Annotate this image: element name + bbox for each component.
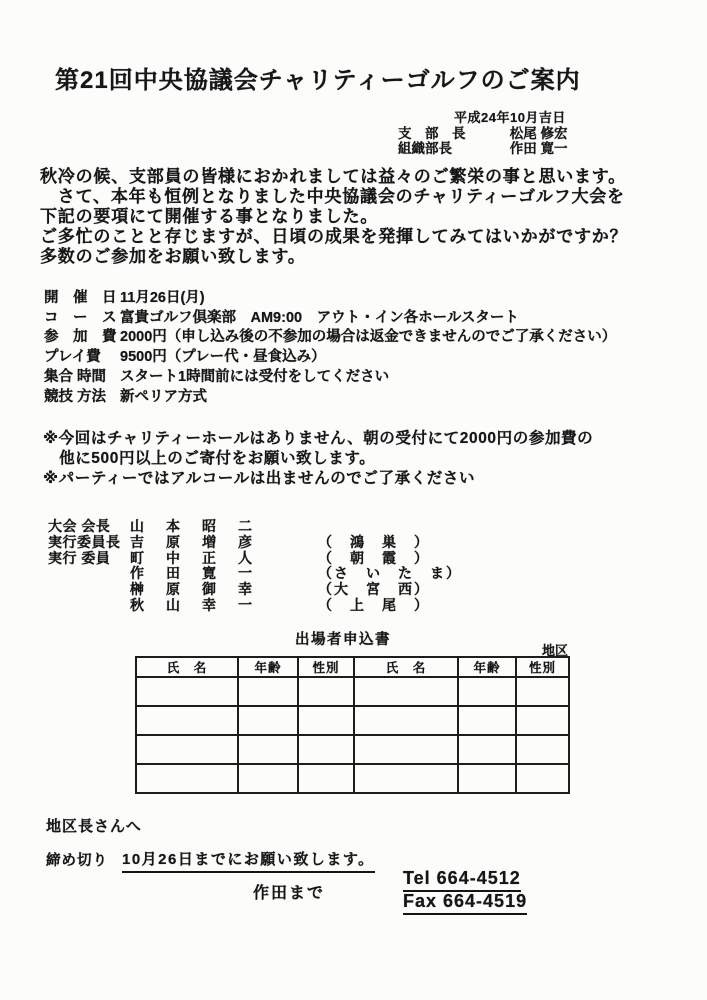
detail-value: 新ペリア方式 [120, 388, 207, 405]
committee-list [48, 519, 462, 614]
table-row [136, 735, 569, 764]
detail-value: 9500円（プレー代・昼食込み） [120, 349, 326, 366]
empty-cell[interactable] [458, 677, 516, 706]
empty-cell[interactable] [238, 764, 298, 793]
document-title: 第21回中央協議会チャリティーゴルフのご案内 [55, 67, 581, 94]
empty-cell[interactable] [298, 735, 354, 764]
committee-role: 実行 委員 [48, 549, 111, 566]
committee-role [48, 566, 130, 582]
empty-cell[interactable] [238, 735, 298, 764]
committee-name: 山本昭二 [130, 518, 274, 534]
officer-row [398, 137, 568, 157]
empty-cell[interactable] [298, 677, 354, 706]
committee-role: 大会 会長 [48, 518, 111, 534]
empty-cell[interactable] [354, 735, 458, 764]
empty-cell[interactable] [136, 764, 238, 793]
detail-value: スタート1時間前には受付をしてください [120, 368, 390, 385]
committee-row [48, 535, 462, 551]
committee-region: （ 鴻 巣 ） [318, 533, 430, 550]
detail-row-play-fee [44, 348, 616, 368]
officer-name: 松尾 修宏 [509, 126, 568, 141]
empty-cell[interactable] [458, 735, 516, 764]
telephone-number: Tel 664-4512 [403, 868, 521, 892]
empty-cell[interactable] [458, 764, 516, 793]
officer-role: 支 部 長 [398, 126, 466, 141]
committee-row [48, 519, 462, 535]
fax-number: Fax 664-4519 [403, 891, 527, 915]
detail-row-meeting-time [44, 368, 616, 388]
detail-label: プレイ費 [44, 349, 101, 366]
paragraph-line: 下記の要項にて開催する事となりました。 [40, 207, 379, 226]
paragraph-line: 多数のご参加をお願い致します。 [40, 247, 306, 266]
empty-cell[interactable] [136, 706, 238, 735]
empty-cell[interactable] [516, 677, 569, 706]
document-date: 平成24年10月吉日 [454, 110, 566, 125]
empty-cell[interactable] [354, 677, 458, 706]
detail-label: 参 加 費 [44, 329, 117, 346]
detail-row-rules [44, 388, 616, 408]
committee-row [48, 566, 462, 582]
committee-name: 町中正人 [130, 549, 274, 566]
table-row [136, 764, 569, 793]
empty-cell[interactable] [354, 706, 458, 735]
detail-label: コ ー ス [44, 309, 117, 326]
paragraph-line: 秋冷の候、支部員の皆様におかれましては益々のご繁栄の事と思います。 [40, 167, 627, 186]
application-table [135, 656, 570, 794]
table-header-row [136, 657, 569, 677]
table-row [136, 677, 569, 706]
detail-row-entry-fee [44, 328, 616, 348]
column-header-name: 氏 名 [354, 657, 458, 677]
empty-cell[interactable] [298, 764, 354, 793]
column-header-gender: 性別 [516, 657, 569, 677]
district-label: 地区 [542, 643, 569, 658]
empty-cell[interactable] [238, 677, 298, 706]
empty-cell[interactable] [516, 735, 569, 764]
committee-name: 榊原御幸 [130, 581, 274, 598]
committee-row [48, 598, 462, 614]
empty-cell[interactable] [238, 706, 298, 735]
officer-role: 組織部長 [398, 141, 452, 156]
deadline-label: 締め切り [46, 853, 108, 869]
column-header-age: 年齢 [238, 657, 298, 677]
detail-value: 11月26日(月) [120, 290, 205, 306]
committee-row [48, 582, 462, 598]
committee-region: （ 朝 霞 ） [318, 549, 430, 566]
empty-cell[interactable] [298, 706, 354, 735]
officer-name: 作田 寛一 [509, 141, 568, 156]
detail-value: 富貴ゴルフ倶楽部 AM9:00 アウト・イン各ホールスタート [120, 309, 519, 326]
column-header-gender: 性別 [298, 657, 354, 677]
detail-label: 集合 時間 [44, 368, 107, 385]
contact-person: 作田まで [253, 885, 326, 902]
notes-section [43, 429, 593, 489]
empty-cell[interactable] [136, 735, 238, 764]
column-header-age: 年齢 [458, 657, 516, 677]
empty-cell[interactable] [354, 764, 458, 793]
detail-row-date [44, 289, 616, 309]
committee-region: （ 上 尾 ） [318, 596, 430, 613]
committee-role: 実行委員長 [48, 533, 121, 550]
event-details-list [44, 289, 616, 407]
note-line: ※今回はチャリティーホールはありません、朝の受付にて2000円の参加費の [43, 430, 594, 447]
empty-cell[interactable] [516, 764, 569, 793]
note-line: ※パーティーではアルコールは出ませんのでご了承ください [43, 470, 476, 487]
addressee-line: 地区長さんへ [46, 818, 142, 835]
deadline-text: 10月26日までにお願い致します。 [122, 848, 375, 873]
column-header-name: 氏 名 [136, 657, 238, 677]
committee-role [48, 582, 130, 598]
committee-name: 秋山幸一 [130, 596, 274, 613]
empty-cell[interactable] [516, 706, 569, 735]
detail-label: 開 催 日 [44, 290, 117, 306]
application-form-title: 出場者申込書 [295, 632, 391, 648]
greeting-paragraph [40, 167, 627, 267]
committee-region: （さ い た ま） [318, 565, 462, 582]
detail-value: 2000円（申し込み後の不参加の場合は返金できませんのでご了承ください） [120, 329, 617, 346]
table-row [136, 706, 569, 735]
committee-name: 作田寛一 [130, 565, 274, 582]
paragraph-line: さて、本年も恒例となりました中央協議会のチャリティーゴルフ大会を [40, 187, 625, 206]
detail-row-course [44, 309, 616, 329]
empty-cell[interactable] [136, 677, 238, 706]
committee-region: （大 宮 西） [318, 581, 430, 598]
paragraph-line: ご多忙のことと存じますが、日頃の成果を発揮してみてはいかがですか？ [40, 227, 628, 246]
note-line: 他に500円以上のご寄付をお願い致します。 [43, 450, 376, 467]
detail-label: 競技 方法 [44, 388, 107, 405]
committee-role [48, 598, 130, 614]
committee-name: 吉原増彦 [130, 533, 274, 550]
empty-cell[interactable] [458, 706, 516, 735]
